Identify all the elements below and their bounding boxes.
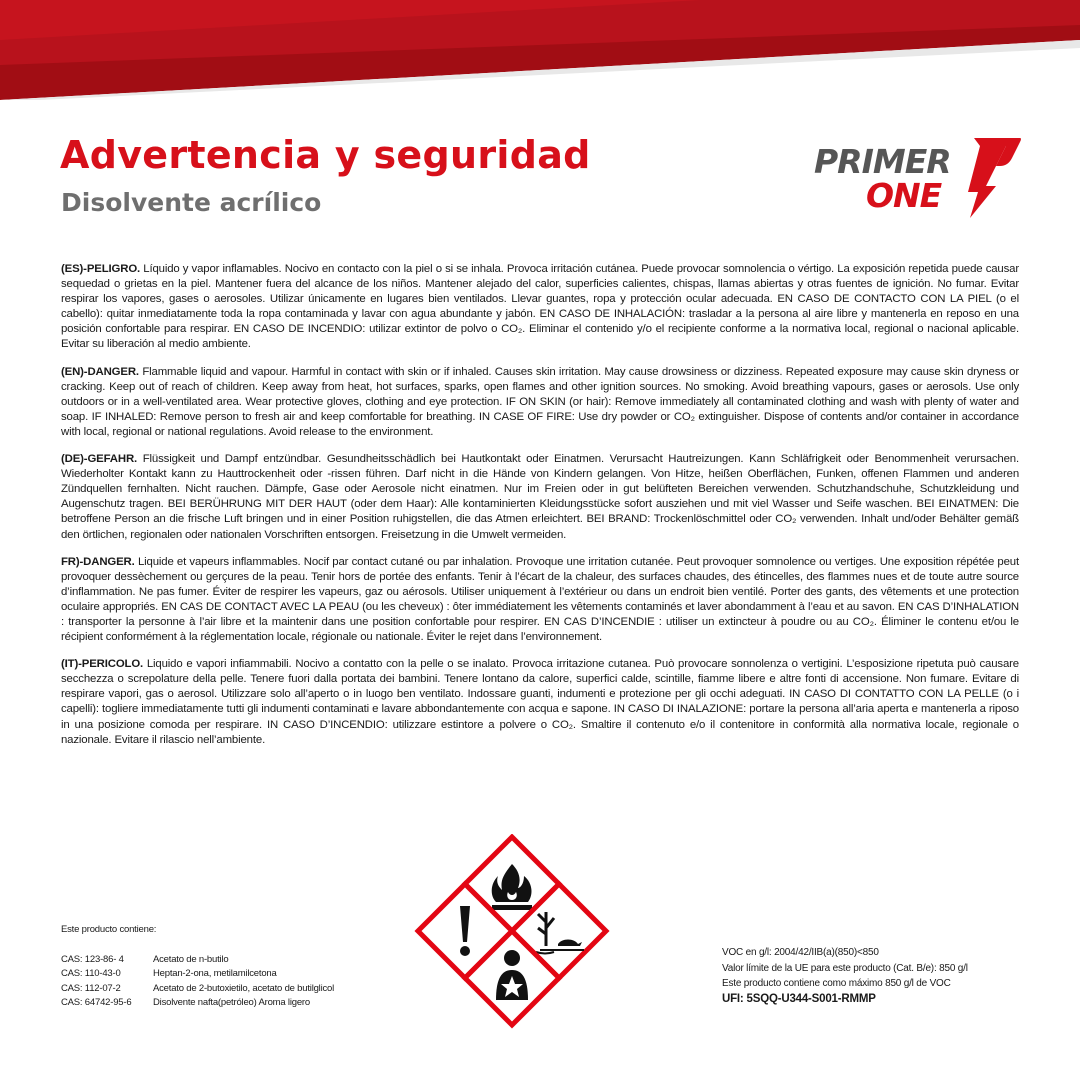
ufi-code: UFI: 5SQQ-U344-S001-RMMP [722,992,876,1005]
warning-paragraph-en [61,365,1019,440]
voc-line: Valor límite de la UE para este producto (Cat. B/e): 850 g/l [722,962,968,974]
list-item [61,967,334,981]
header-decorative-band [0,0,1080,100]
hazard-statements [61,262,1019,760]
warning-text: Líquido y vapor inflamables. Nocivo en contacto con la piel o si se inhala. Provoca irritación cutánea. Puede provocar somnolencia o vértigo. La exposición repetida puede causar sequedad o grietas en la piel. Mantener fuera del alcance de los niños. Mantener alejado del calor, superficies calientes, chispas, llamas abiertas y otras fuentes de ignición. No fumar. Evitar respirar los vapores, gases o aerosoles. Utilizar únicamente en lugares bien ventilados. Llevar guantes, ropa y protección ocular adecuada. EN CASO DE CONTACTO CON LA PIEL (o el cabello): quitar inmediatamente toda la ropa contaminada y lavar con agua abundante y jabón. EN CASO DE INHALACIÓN: trasladar a la persona al aire libre y mantenerla en reposo en una posición confortable para respirar. EN CASO DE INCENDIO: utilizar extintor de polvo o CO₂. Eliminar el contenido y/o el recipiente conforme a la normativa local, regional o nacional aplicable. Evitar su liberación al medio ambiente. [61,263,1019,351]
brand-logo-line1: PRIMER [814,142,951,181]
warning-label: (EN)-DANGER. [61,365,139,378]
warning-paragraph-it [61,657,1019,748]
ingredient-name: Acetato de 2-butoxietilo, acetato de butilglicol [153,982,335,994]
voc-line: Este producto contiene como máximo 850 g/l de VOC [722,978,951,989]
list-item [61,982,334,996]
voc-info [722,945,968,1007]
cas-number: CAS: 112-07-2 [61,982,121,994]
contains-label: Este producto contiene: [61,924,157,935]
lightning-mark-icon [950,136,1022,218]
warning-text: Liquide et vapeurs inflammables. Nocif par contact cutané ou par inhalation. Provoque une irritation cutanée. Peut provoquer somnolence ou vertiges. Une exposition répétée peut provoquer dessèchement ou gerçures de la peau. Tenir hors de portée des enfants. Tenir à l’écart de la chaleur, des surfaces chaudes, des étincelles, des flammes nues et de toute autre source d’inflammation. Ne pas fumer. Éviter de respirer les vapeurs, gaz ou aérosols. Utiliser uniquement à l’extérieur ou dans un endroit bien ventilé. Porter des gants, des vêtements et une protection oculaire appropriés. EN CAS DE CONTACT AVEC LA PEAU (ou les cheveux) : ôter immédiatement les vêtements contaminés et laver abondamment à l’eau et au savon. EN CAS D’INHALATION : transporter la personne à l’air libre et la maintenir dans une position confortable pour respirer. EN CAS D’INCENDIE : utiliser un extincteur à poudre ou au CO₂. Éliminer le contenu et/ou le récipient conformément à la réglementation locale, régionale ou nationale. Éviter le rejet dans l’environnement. [61,555,1019,644]
list-item [61,953,334,967]
ingredient-name: Acetato de n-butilo [153,954,229,965]
ghs-pictograms [412,834,612,1074]
list-item [61,996,334,1010]
warning-text: Liquido e vapori infiammabili. Nocivo a contatto con la pelle o se inalato. Provoca irritazione cutanea. Può provocare sonnolenza o vertigini. L’esposizione ripetuta può causare secchezza o screpolature della pelle. Tenere fuori dalla portata dei bambini. Tenere lontano da calore, superfici calde, scintille, fiamme libere e altre fonti di accensione. Non fumare. Evitare di respirare vapori, gas o aerosol. Utilizzare solo all’aperto o in luogo ben ventilato. Indossare guanti, indumenti e protezione per gli occhi adeguati. IN CASO DI CONTATTO CON LA PELLE (o i capelli): togliere immediatamente tutti gli indumenti contaminati e lavare abbondantemente con acqua e sapone. IN CASO DI INALAZIONE: portare la persona all’aria aperta e mantenerla a riposo in una posizione comoda per respirare. IN CASO D’INCENDIO: utilizzare estintore a polvere o CO₂. Smaltire il contenuto e/o il contenitore in conformità alla normativa locale, regionale o nazionale. Evitare il rilascio nell’ambiente. [61,658,1019,746]
cas-number: CAS: 110-43-0 [61,968,121,980]
warning-label: (DE)-GEFAHR. [61,453,138,466]
page-subtitle: Disolvente acrílico [61,188,322,217]
ingredient-name: Disolvente nafta(petróleo) Aroma ligero [153,996,310,1008]
warning-label: (ES)-PELIGRO. [61,263,141,275]
voc-line: VOC en g/l: 2004/42/IIB(a)(850)<850 [722,947,879,958]
brand-logo [812,136,1024,218]
warning-paragraph-fr [61,555,1019,646]
page-title: Advertencia y seguridad [60,133,591,177]
ingredient-name: Heptan-2-ona, metilamilcetona [153,968,277,980]
warning-label: FR)-DANGER. [61,555,135,568]
warning-paragraph-es [61,262,1019,353]
warning-text: Flüssigkeit und Dampf entzündbar. Gesundheitsschädlich bei Hautkontakt oder Einatmen. Verursacht Hautreizungen. Kann Schläfrigkeit oder Benommenheit verursachen. Wiederholter Kontakt kann zu Hauttrockenheit oder -rissen führen. Darf nicht in die Hände von Kindern gelangen. Von Hitze, heißen Oberflächen, Funken, offenen Flammen und anderen Zündquellen fernhalten. Nicht rauchen. Dämpfe, Gase oder Aerosole nicht einatmen. Nur im Freien oder in gut belüfteten Bereichen verwenden. Schutzhandschuhe, Schutzkleidung und Augenschutz tragen. BEI BERÜHRUNG MIT DER HAUT (oder dem Haar): Alle kontaminierten Kleidungsstücke sofort ausziehen und mit viel Wasser und Seife waschen. BEI EINATMEN: Die betroffene Person an die frische Luft bringen und in einer Position ruhigstellen, die das Atmen erleichtert. BEI BRAND: Trockenlöschmittel oder CO₂ verwenden. Inhalt und/oder Behälter gemäß den örtlichen, regionalen oder nationalen Vorschriften entsorgen. Freisetzung in die Umwelt vermeiden. [61,453,1019,541]
warning-label: (IT)-PERICOLO. [61,658,144,671]
brand-logo-line2: ONE [866,176,942,215]
cas-number: CAS: 123-86- 4 [61,954,124,965]
cas-number: CAS: 64742-95-6 [61,996,132,1008]
warning-text: Flammable liquid and vapour. Harmful in contact with skin or if inhaled. Causes skin irritation. May cause drowsiness or dizziness. Repeated exposure may cause skin dryness or cracking. Keep out of reach of children. Keep away from heat, hot surfaces, sparks, open flames and other ignition sources. No smoking. Avoid breathing vapours, gases or aerosols. Use only outdoors or in a well-ventilated area. Wear protective gloves, clothing and eye protection. IF ON SKIN (or hair): Remove immediately all contaminated clothing and wash with plenty of water and soap. IF INHALED: Remove person to fresh air and keep comfortable for breathing. IN CASE OF FIRE: Use dry powder or CO₂ extinguisher. Dispose of contents and/or container in accordance with local, regional or national regulations. Avoid release to the environment. [61,365,1019,438]
warning-paragraph-de [61,452,1019,543]
ingredient-list [61,953,334,1010]
